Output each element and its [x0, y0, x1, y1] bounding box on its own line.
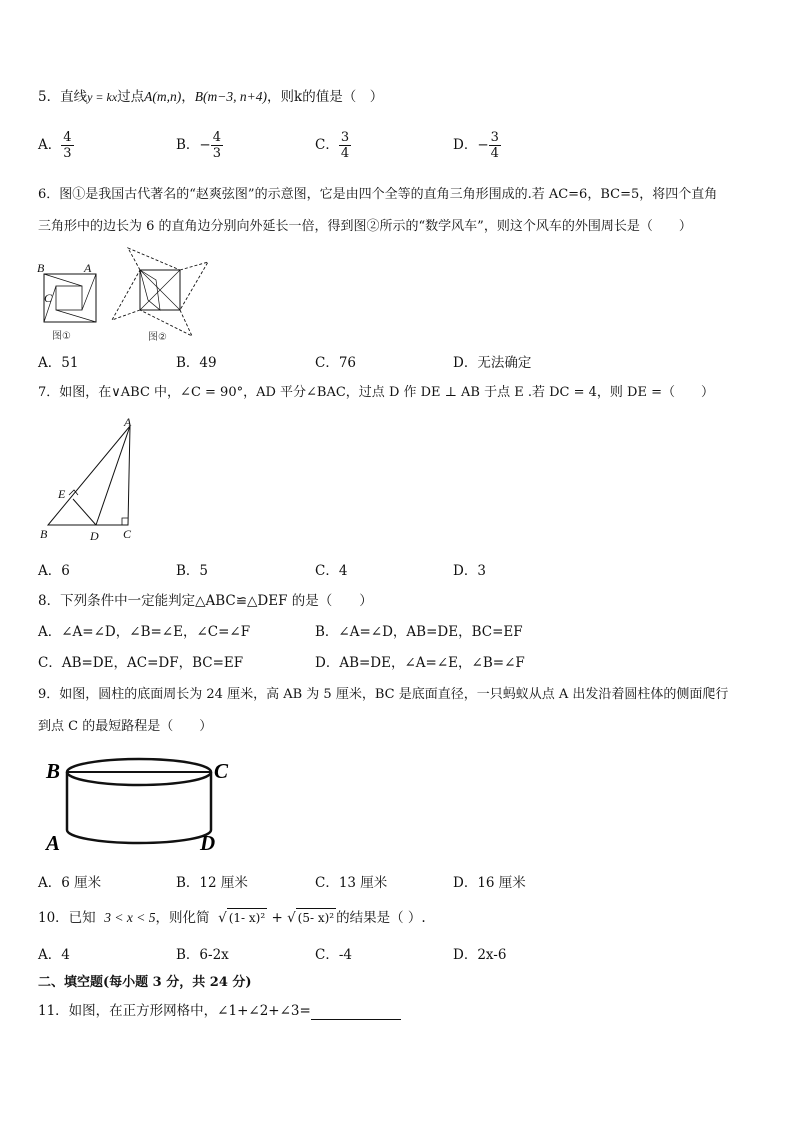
q10-radicand-1: (1- x)²	[227, 908, 267, 927]
q5-tail: ，则k的值是（ ）	[267, 89, 384, 105]
q6-figure-2	[108, 244, 212, 344]
q6-option-a[interactable]: A．51	[38, 355, 79, 371]
q7-option-c[interactable]: C．4	[315, 563, 348, 579]
q9-line1: 9．如图，圆柱的底面周长为 24 厘米，高 AB 为 5 厘米，BC 是底面直径，一只蚂蚁从点 A 出发沿着圆柱体的侧面爬行	[38, 687, 729, 702]
q5-comma: ，	[181, 89, 195, 105]
q6-line2: 三角形中的边长为 6 的直角边分别向外延长一倍，得到图②所示的“数学风车”，则这个风车的外围周长是（ ）	[38, 219, 692, 234]
q8-option-b[interactable]: B．∠A=∠D，AB=DE，BC=EF	[315, 624, 523, 640]
q5-point-b: B(m−3, n+4)	[194, 89, 268, 104]
fig1-label-c: C	[44, 291, 53, 305]
q9-cylinder-figure	[42, 750, 232, 860]
q11-text: 11．如图，在正方形网格中，∠1+∠2+∠3=	[38, 1003, 311, 1019]
q9-option-b[interactable]: B．12 厘米	[176, 875, 248, 891]
q7-option-a[interactable]: A．6	[38, 563, 70, 579]
q10-radicand-2: (5- x)²	[296, 908, 336, 927]
q9-option-d[interactable]: D．16 厘米	[453, 875, 526, 891]
q7-stem: 7．如图，在∨ABC 中，∠C = 90°，AD 平分∠BAC，过点 D 作 DE ⊥ AB 于点 E .若 DC = 4，则 DE =（ ）	[38, 385, 714, 400]
q8-stem: 8．下列条件中一定能判定△ABC≌△DEF 的是（ ）	[38, 593, 373, 609]
q10-option-b[interactable]: B．6-2x	[176, 947, 229, 963]
q10-option-d[interactable]: D．2x-6	[453, 947, 507, 963]
q5-option-a[interactable]: A． $\frac{4}{3}$	[38, 130, 72, 161]
q7-label-d: D	[90, 529, 99, 543]
q10-option-c[interactable]: C．-4	[315, 947, 352, 963]
q9-line2: 到点 C 的最短路程是（ ）	[38, 719, 213, 734]
sqrt-icon: √	[218, 910, 227, 926]
q5-mid: 过点	[117, 89, 145, 105]
q8-option-a[interactable]: A．∠A=∠D，∠B=∠E，∠C=∠F	[38, 624, 251, 640]
q7-label-c: C	[123, 527, 132, 541]
q10-plus: +	[267, 910, 288, 926]
q7-label-b: B	[40, 527, 48, 541]
q7-option-d[interactable]: D．3	[453, 563, 486, 579]
q6-figure-1	[36, 262, 106, 342]
fig1-label-a: A	[84, 262, 92, 275]
q5-text: 5．直线	[38, 89, 88, 105]
fig2-caption: 图②	[148, 332, 167, 343]
q11-stem	[38, 1002, 401, 1020]
fig1-caption: 图①	[52, 331, 71, 342]
q6-option-c[interactable]: C．76	[315, 355, 357, 371]
q6-option-b[interactable]: B．49	[176, 355, 217, 371]
q5-option-d[interactable]: D．− $\frac{3}{4}$	[453, 130, 499, 161]
q8-option-c[interactable]: C．AB=DE，AC=DF，BC=EF	[38, 655, 244, 671]
q7-figure	[36, 416, 146, 546]
q9-label-d: D	[200, 831, 216, 855]
q9-option-a[interactable]: A．6 厘米	[38, 875, 102, 891]
q10-tail: 的结果是（ ）.	[336, 910, 426, 926]
q9-label-a: A	[46, 831, 61, 855]
section-heading: 二、填空题(每小题 3 分，共 24 分)	[38, 975, 252, 990]
q6-option-d[interactable]: D．无法确定	[453, 355, 532, 371]
q6-line1: 6．图①是我国古代著名的“赵爽弦图”的示意图，它是由四个全等的直角三角形围成的.若 AC=6，BC=5，将四个直角	[38, 187, 718, 202]
q9-label-c: C	[214, 759, 229, 783]
q10-option-a[interactable]: A．4	[38, 947, 70, 963]
q10-mid: ，则化简	[155, 910, 210, 926]
q5-option-c[interactable]: C． $\frac{3}{4}$	[315, 130, 350, 161]
q8-option-d[interactable]: D．AB=DE，∠A=∠E，∠B=∠F	[315, 655, 525, 671]
q7-option-b[interactable]: B．5	[176, 563, 209, 579]
q5-option-b[interactable]: B．− $\frac{4}{3}$	[176, 130, 222, 161]
q10-condition: 3 < x < 5	[104, 910, 156, 925]
q9-label-b: B	[46, 759, 61, 783]
q7-label-a: A	[124, 416, 132, 429]
sqrt-icon: √	[287, 910, 296, 926]
fig1-label-b: B	[37, 262, 45, 275]
q5-stem	[38, 88, 383, 106]
q7-label-e: E	[58, 487, 66, 501]
q5-point-a: A(m,n)	[144, 89, 182, 104]
q5-eq: y = kx	[87, 90, 118, 104]
q11-answer-blank[interactable]	[311, 1005, 401, 1020]
q10-stem	[38, 908, 426, 927]
q10-pre: 10．已知	[38, 910, 96, 926]
q9-option-c[interactable]: C．13 厘米	[315, 875, 388, 891]
